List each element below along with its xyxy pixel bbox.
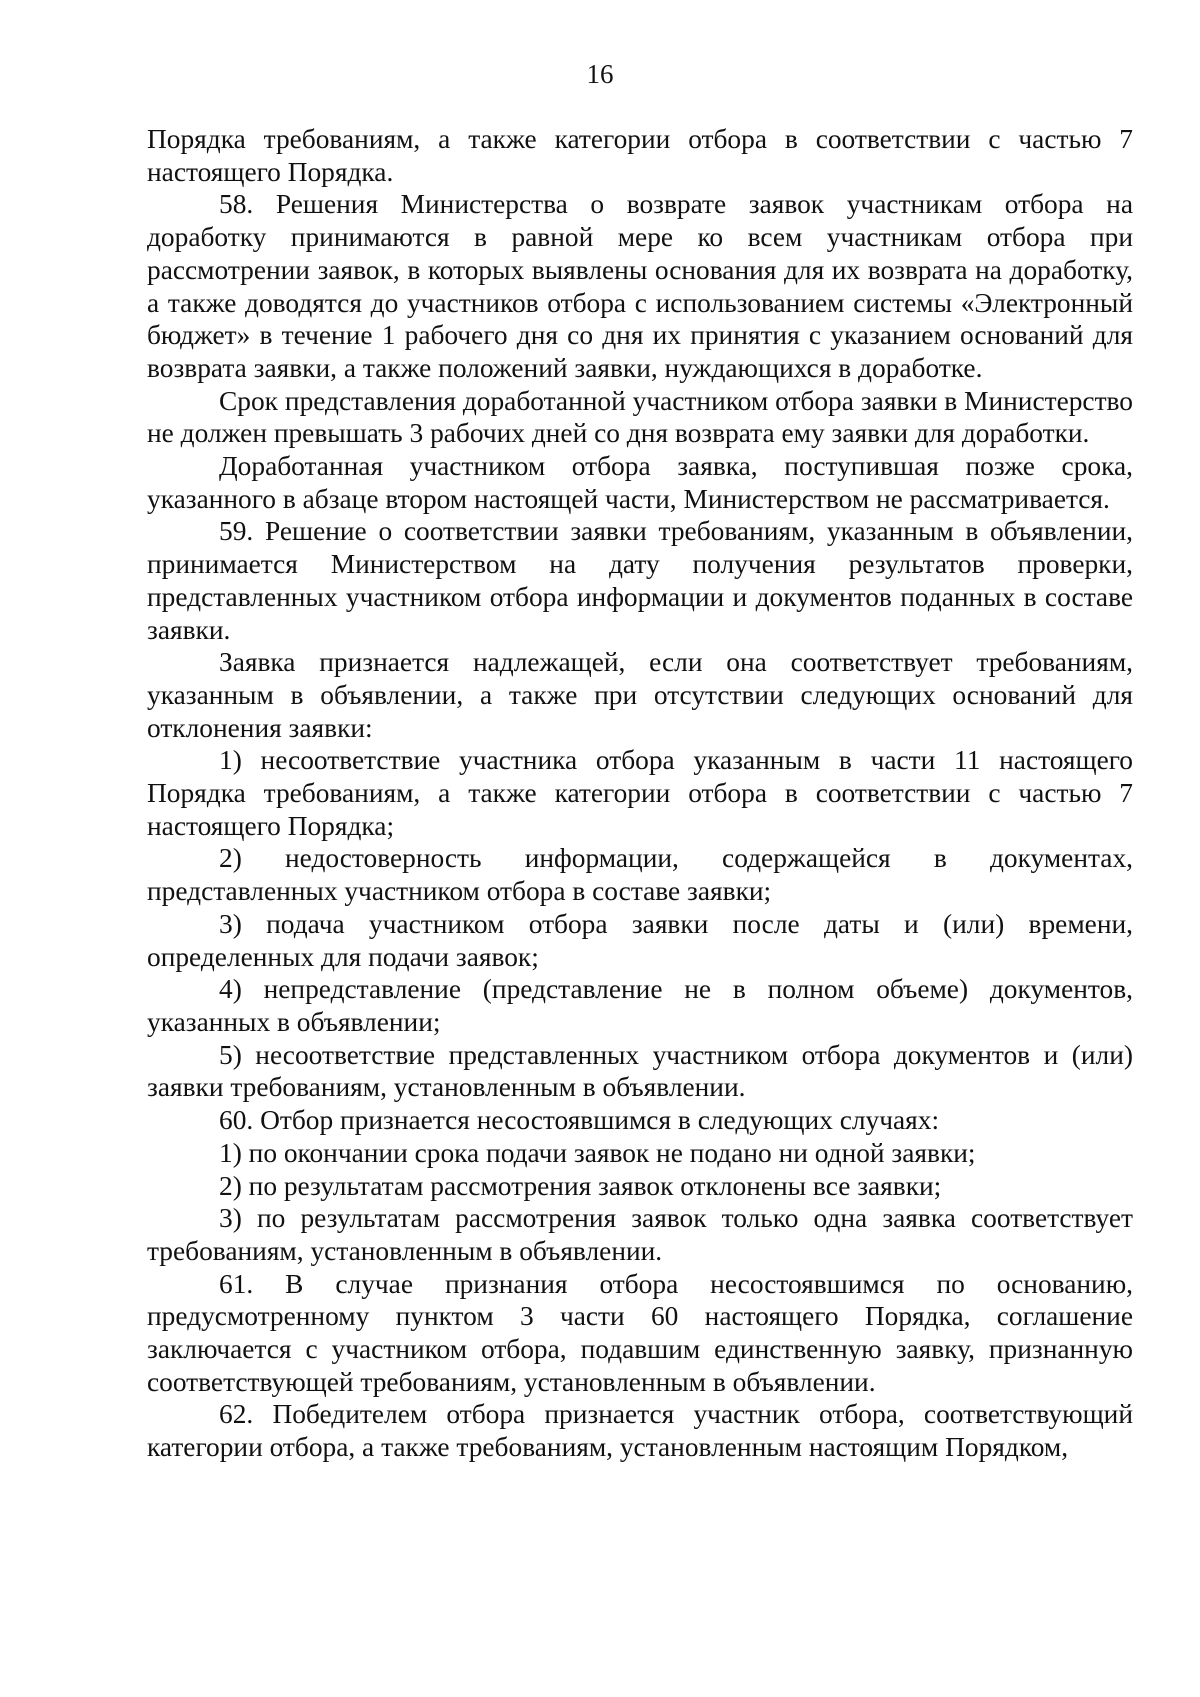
list-item-59-3: 3) подача участником отбора заявки после даты и (или) времени, определенных для подачи заявок; bbox=[147, 908, 1133, 972]
paragraph-59: 59. Решение о соответствии заявки требованиям, указанным в объявлении, принимается Министерством на дату получения результатов проверки, представленных участником отбора информации и документов поданных в составе заявки. bbox=[147, 516, 1133, 645]
document-body bbox=[147, 123, 1133, 1464]
list-item-59-4: 4) непредставление (представление не в полном объеме) документов, указанных в объявлении; bbox=[147, 974, 1133, 1037]
paragraph-continuation: Порядка требованиям, а также категории отбора в соответствии с частью 7 настоящего Порядка. bbox=[147, 124, 1133, 187]
paragraph-61: 61. В случае признания отбора несостоявшимся по основанию, предусмотренному пунктом 3 части 60 настоящего Порядка, соглашение заключается с участником отбора, подавшим единственную заявку, признанную соответствующей требованиям, установленным в объявлении. bbox=[147, 1268, 1133, 1397]
paragraph-59-proper: Заявка признается надлежащей, если она соответствует требованиям, указанным в объявлении, а также при отсутствии следующих оснований для отклонения заявки: bbox=[147, 647, 1133, 743]
paragraph-58-deadline: Срок представления доработанной участником отбора заявки в Министерство не должен превышать 3 рабочих дней со дня возврата ему заявки для доработки. bbox=[147, 385, 1133, 449]
paragraph-58: 58. Решения Министерства о возврате заявок участникам отбора на доработку принимаются в равной мере ко всем участникам отбора при рассмотрении заявок, в которых выявлены основания для их возврата на доработку, а также доводятся до участников отбора с использованием системы «Электронный бюджет» в течение 1 рабочего дня со дня их принятия с указанием оснований для возврата заявки, а также положений заявки, нуждающихся в доработке. bbox=[147, 189, 1133, 383]
list-item-59-2: 2) недостоверность информации, содержащейся в документах, представленных участником отбора в составе заявки; bbox=[147, 843, 1133, 907]
page-number: 16 bbox=[586, 59, 614, 89]
paragraph-62: 62. Победителем отбора признается участник отбора, соответствующий категории отбора, а также требованиям, установленным настоящим Порядком, bbox=[147, 1399, 1133, 1463]
paragraph-58-late: Доработанная участником отбора заявка, поступившая позже срока, указанного в абзаце втором настоящей части, Министерством не рассматривается. bbox=[147, 451, 1133, 514]
list-item-60-3: 3) по результатам рассмотрения заявок только одна заявка соответствует требованиям, установленным в объявлении. bbox=[147, 1203, 1133, 1266]
paragraph-60: 60. Отбор признается несостоявшимся в следующих случаях: bbox=[219, 1105, 940, 1136]
list-item-59-5: 5) несоответствие представленных участником отбора документов и (или) заявки требованиям, установленным в объявлении. bbox=[147, 1039, 1133, 1103]
list-item-60-2: 2) по результатам рассмотрения заявок отклонены все заявки; bbox=[219, 1170, 942, 1201]
list-item-60-1: 1) по окончании срока подачи заявок не подано ни одной заявки; bbox=[219, 1137, 976, 1168]
list-item-59-1: 1) несоответствие участника отбора указанным в части 11 настоящего Порядка требованиям, а также категории отбора в соответствии с частью 7 настоящего Порядка; bbox=[147, 745, 1133, 841]
